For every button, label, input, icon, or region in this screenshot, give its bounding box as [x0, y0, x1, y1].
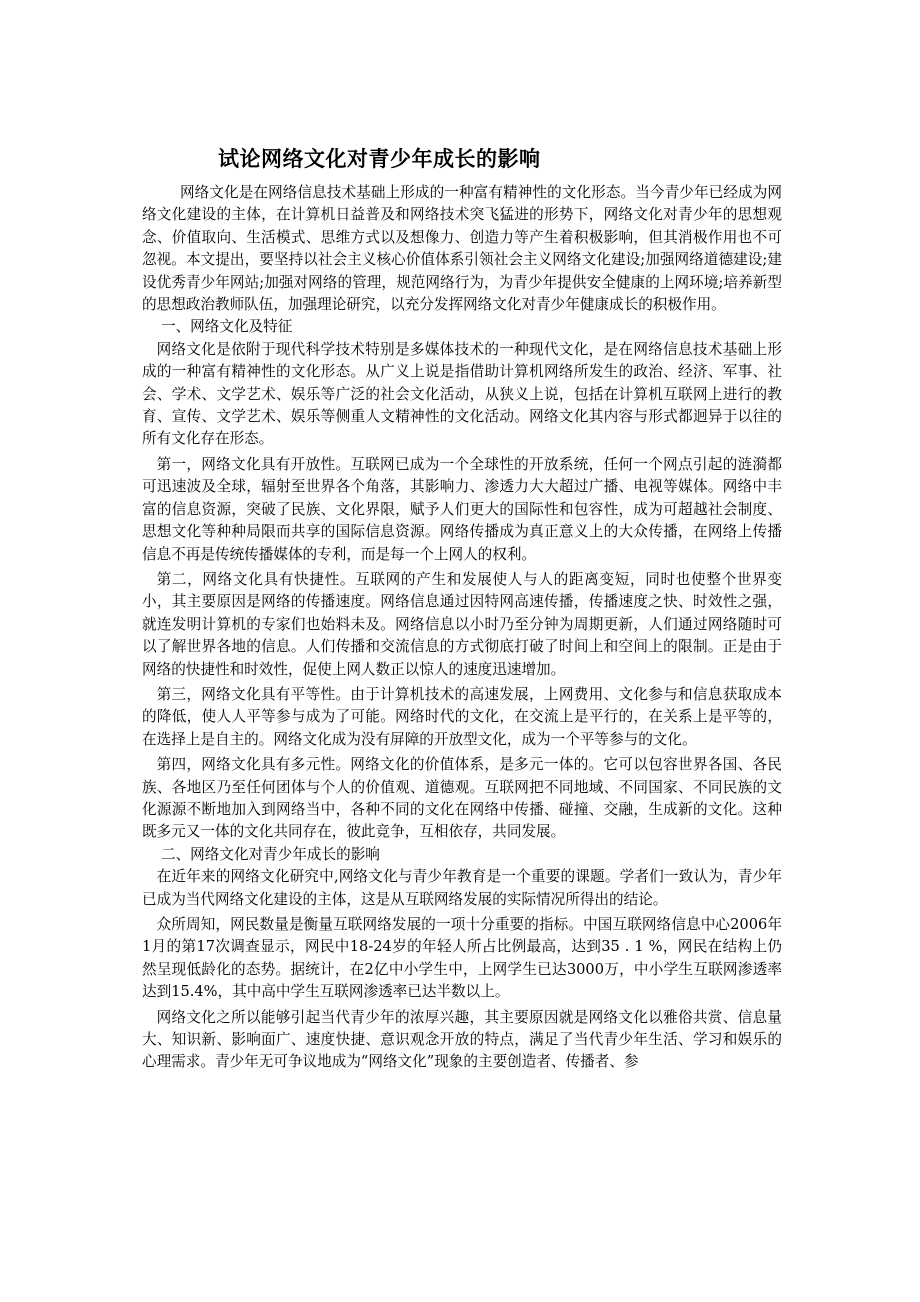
- body-paragraph: 第四，网络文化具有多元性。网络文化的价值体系，是多元一体的。它可以包容世界各国、各民族、各地区乃至任何团体与个人的价值观、道德观。互联网把不同地域、不同国家、不同民族的文化源源不断地加入到网络当中，各种不同的文化在网络中传播、碰撞、交融，生成新的文化。这种既多元又一体的文化共同存在，彼此竞争，互相依存，共同发展。: [142, 756, 782, 841]
- document-title: 试论网络文化对青少年成长的影响: [218, 146, 541, 171]
- body-paragraph: 第二，网络文化具有快捷性。互联网的产生和发展使人与人的距离变短，同时也使整个世界变小，其主要原因是网络的传播速度。网络信息通过因特网高速传播，传播速度之快、时效性之强，就连发明计算机的专家们也始料未及。网络信息以小时乃至分钟为周期更新，人们通过网络随时可以了解世界各地的信息。人们传播和交流信息的方式彻底打破了时间上和空间上的限制。正是由于网络的快捷性和时效性，促使上网人数正以惊人的速度迅速增加。: [142, 570, 782, 678]
- section-heading-2: 二、网络文化对青少年成长的影响: [160, 845, 380, 863]
- body-paragraph: 第一，网络文化具有开放性。互联网已成为一个全球性的开放系统，任何一个网点引起的涟漪都可迅速波及全球，辐射至世界各个角落，其影响力、渗透力大大超过广播、电视等媒体。网络中丰富的信息资源，突破了民族、文化界限，赋予人们更大的国际性和包容性，成为可超越社会制度、思想文化等种种局限而共享的国际信息资源。网络传播成为真正意义上的大众传播，在网络上传播信息不再是传统传播媒体的专利，而是每一个上网人的权利。: [142, 455, 782, 563]
- section-heading-1: 一、网络文化及特征: [160, 318, 293, 336]
- body-paragraph: 在近年来的网络文化研究中,网络文化与青少年教育是一个重要的课题。学者们一致认为，青少年已成为当代网络文化建设的主体，这是从互联网络发展的实际情况所得出的结论。: [142, 868, 782, 908]
- body-paragraph: 众所周知，网民数量是衡量互联网络发展的一项十分重要的指标。中国互联网络信息中心2006年1月的第17次调查显示，网民中18-24岁的年轻人所占比例最高，达到35 . 1 %，网民在结构上仍然呈现低龄化的态势。据统计，在2亿中小学生中，上网学生已达3000万，中小学生互联网渗透率达到15.4%，其中高中学生互联网渗透率已达半数以上。: [142, 916, 782, 1001]
- document-body: [142, 182, 782, 1074]
- body-paragraph: 网络文化是依附于现代科学技术特别是多媒体技术的一种现代文化，是在网络信息技术基础上形成的一种富有精神性的文化形态。从广义上说是指借助计算机网络所发生的政治、经济、军事、社会、学术、文学艺术、娱乐等广泛的社会文化活动，从狭义上说，包括在计算机互联网上进行的教育、宣传、文学艺术、娱乐等侧重人文精神性的文化活动。网络文化其内容与形式都迥异于以往的所有文化存在形态。: [142, 340, 782, 448]
- abstract-paragraph: 网络文化是在网络信息技术基础上形成的一种富有精神性的文化形态。当今青少年已经成为网络文化建设的主体，在计算机日益普及和网络技术突飞猛进的形势下，网络文化对青少年的思想观念、价值取向、生活模式、思维方式以及想像力、创造力等产生着积极影响，但其消极作用也不可忽视。本文提出，要坚持以社会主义核心价值体系引领社会主义网络文化建设;加强网络道德建设;建设优秀青少年网站;加强对网络的管理，规范网络行为，为青少年提供安全健康的上网环境;培养新型的思想政治教师队伍，加强理论研究，以充分发挥网络文化对青少年健康成长的积极作用。: [142, 184, 782, 314]
- body-paragraph: 网络文化之所以能够引起当代青少年的浓厚兴趣，其主要原因就是网络文化以雅俗共赏、信息量大、知识新、影响面广、速度快捷、意识观念开放的特点，满足了当代青少年生活、学习和娱乐的心理需求。青少年无可争议地成为“网络文化”现象的主要创造者、传播者、参: [142, 1008, 782, 1071]
- body-paragraph: 第三，网络文化具有平等性。由于计算机技术的高速发展，上网费用、文化参与和信息获取成本的降低，使人人平等参与成为了可能。网络时代的文化，在交流上是平行的，在关系上是平等的，在选择上是自主的。网络文化成为没有屏障的开放型文化，成为一个平等参与的文化。: [142, 685, 782, 748]
